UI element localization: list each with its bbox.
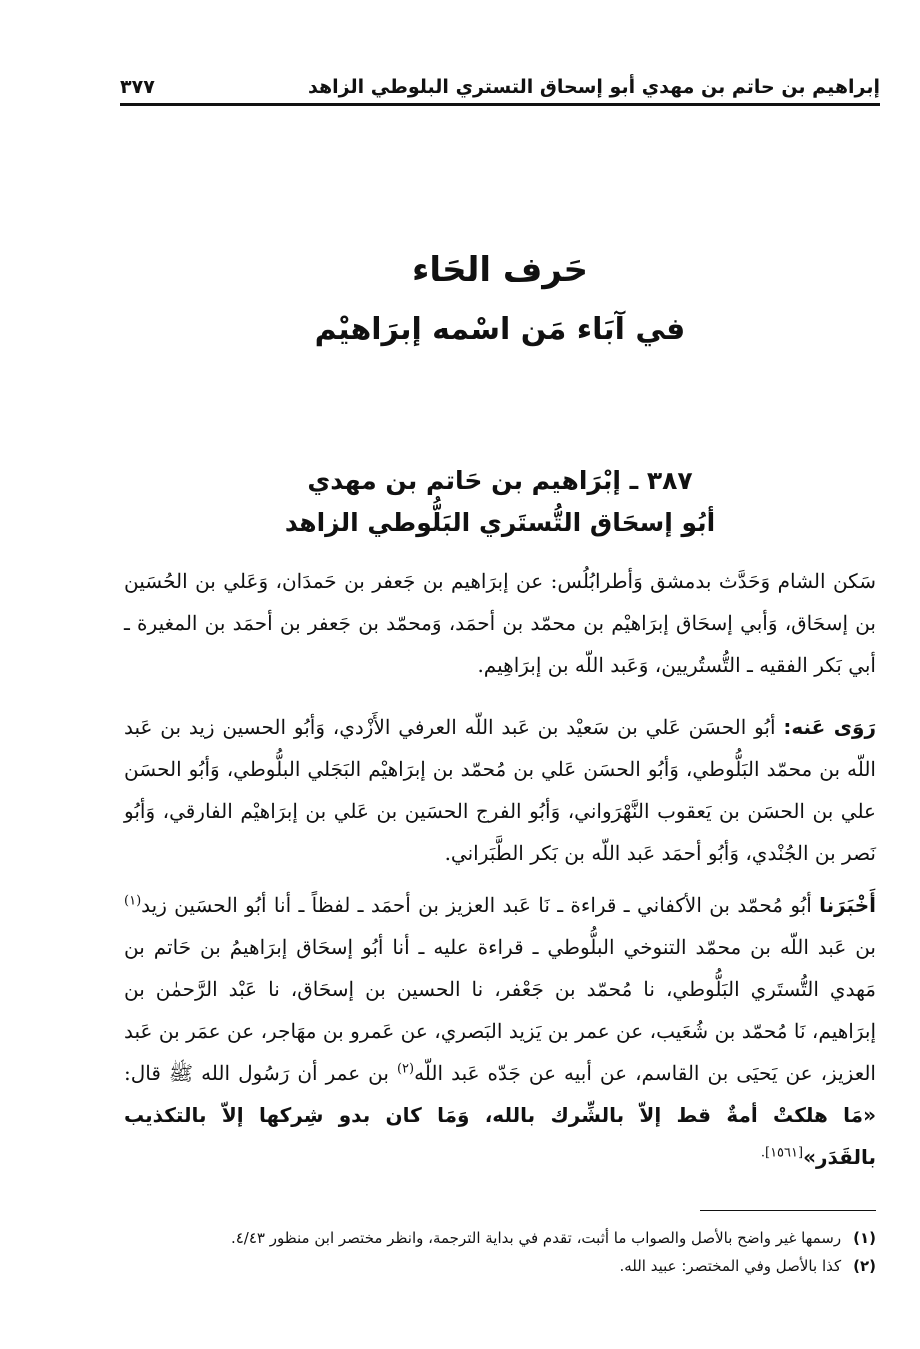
paragraph-isnad — [124, 884, 876, 1178]
isnad-part1: أبُو مُحمّد بن الأكفاني ـ قراءة ـ نَا عَبد العزيز بن أحمَد ـ لفظاً ـ أنا أبُو الحسَين زيد — [141, 893, 820, 917]
footnote-number: (١) — [853, 1229, 876, 1247]
isnad-part2: بن عَبد اللّه بن محمّد التنوخي البلُّوطي ـ قراءة عليه ـ أنا أبُو إسحَاق إبرَاهيمُ بن حَاتم بن مَهدي التُّستَري البَلُّوطي، نا مُحمّد بن جَعْفر، نا الحسين بن إسحَاق، نا عَبْد الرَّحمٰن بن إبرَاهيم، نَا مُحمّد بن شُعَيب، عن عمر بن يَزيد البَصري، عن عَمرو بن مهَاجر، عن عمَر بن عَبد العزيز، عن يَحيَى بن القاسم، عن أبيه عن جَدّه عَبد اللّه — [124, 935, 876, 1085]
paragraph-residence: سَكن الشام وَحَدَّث بدمشق وَأطرابُلُس: عن إبرَاهيم بن جَعفر بن حَمدَان، وَعَلي بن الحُسَين بن إسحَاق، وَأبي إسحَاق إبرَاهيْم بن محمّد بن أحمَد، وَمحمّد بن جَعفر بن أحمَد بن المغيرة ـ أبي بَكر الفقيه ـ التُّستُريين، وَعَبد اللّه بن إبرَاهِيم. — [124, 569, 876, 677]
footnote-1 — [124, 1224, 876, 1252]
page-number: ٣٧٧ — [120, 75, 155, 98]
footnote-2 — [124, 1252, 876, 1280]
footnote-text: كذا بالأصل وفي المختصر: عبيد الله. — [619, 1257, 842, 1275]
paragraph-narrators — [124, 706, 876, 874]
hadith-text: «مَا هلكتْ أمةٌ قط إلاّ بالشِّرك بالله، وَمَا كان بدو شِركها إلاّ بالتكذيب بالقَدَر» — [124, 1103, 876, 1169]
footnote-number: (٢) — [853, 1257, 876, 1275]
footnote-ref-2[interactable]: (٢) — [396, 1061, 415, 1077]
isnad-lead: أَخْبَرَنا — [819, 893, 876, 917]
footnote-text: رسمها غير واضح بالأصل والصواب ما أثبت، تقدم في بداية الترجمة، وانظر مختصر ابن منظور ٤/٤٣. — [230, 1229, 842, 1247]
section-title: حَرف الحَاء — [411, 250, 589, 290]
isnad-part3: بن عمر أن رَسُول الله ﷺ قال: — [124, 1061, 397, 1085]
running-header — [120, 70, 880, 106]
entry-heading-name: ٣٨٧ ـ إبْرَاهيم بن حَاتم بن مهدي — [307, 466, 693, 495]
footnotes — [124, 1224, 876, 1280]
footnote-ref-1[interactable]: (١) — [124, 893, 142, 909]
narrators-lead: رَوَى عَنه: — [783, 715, 876, 739]
running-title: إبراهيم بن حاتم بن مهدي أبو إسحاق التستري البلوطي الزاهد — [308, 75, 880, 98]
hadith-number: [١٥٦١]. — [760, 1145, 804, 1161]
narrators-list: أبُو الحسَن عَلي بن سَعيْد بن عَبد اللّه العرفي الأَزْدي، وَأبُو الحسين زيد بن عَبد اللّه بن محمّد البَلُّوطي، وَأبُو الحسَن عَلي بن مُحمّد بن إبرَاهيْم البَجَلي البلُّوطي، وَأبُو الحسَن علي بن الحسَن بن يَعقوب النَّهْرَواني، وَأبُو الفرج الحسَين بن عَلي بن إبرَاهيْم الفارقي، وَأبُو نَصر بن الجُنْدي، وَأبُو أحمَد عَبد اللّه بن بَكر الطَّبَراني. — [124, 715, 876, 865]
section-subtitle: في آبَاء مَن اسْمه إبرَاهيْم — [314, 312, 686, 347]
footnote-divider — [700, 1210, 876, 1211]
entry-heading-kunya: أبُو إسحَاق التُّستَري البَلُّوطي الزاهد — [284, 508, 716, 537]
